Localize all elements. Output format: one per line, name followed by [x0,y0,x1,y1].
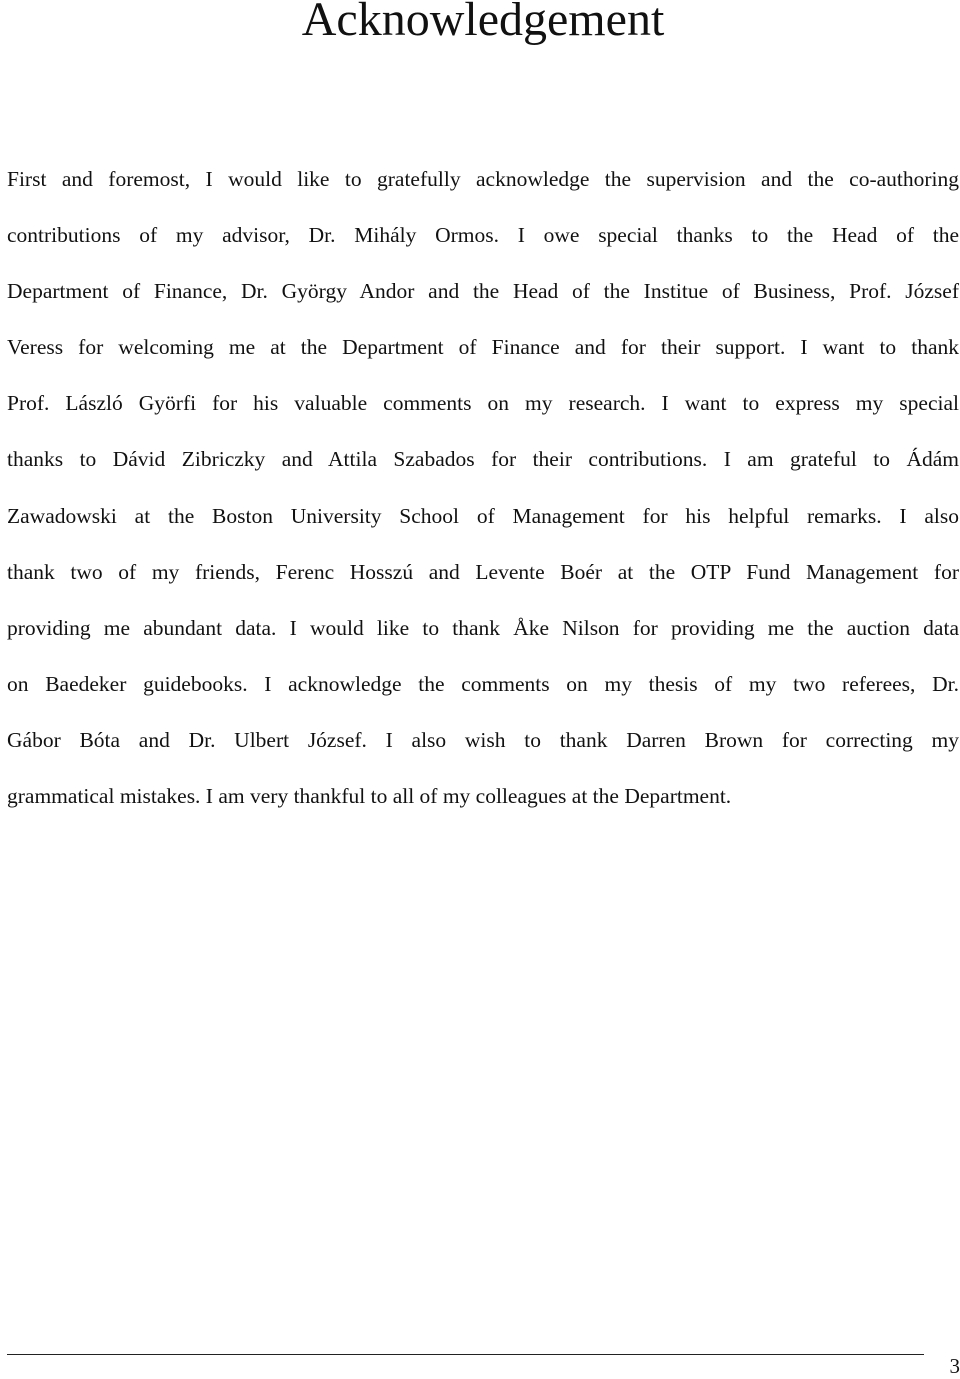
page-title: Acknowledgement [0,0,960,52]
paragraph-line: contributions of my advisor, Dr. Mihály Ormos. I owe special thanks to the Head of the [7,221,959,249]
paragraph-line: on Baedeker guidebooks. I acknowledge the comments on my thesis of my two referees, Dr. [7,670,959,698]
paragraph-line: thanks to Dávid Zibriczky and Attila Szabados for their contributions. I am grateful to Ádám [7,445,959,473]
paragraph-line: Department of Finance, Dr. György Andor and the Head of the Institue of Business, Prof. József [7,277,959,305]
paragraph-line: Gábor Bóta and Dr. Ulbert József. I also wish to thank Darren Brown for correcting my [7,726,959,754]
paragraph-line: Prof. László Györfi for his valuable comments on my research. I want to express my special [7,389,959,417]
paragraph-line: Zawadowski at the Boston University School of Management for his helpful remarks. I also [7,502,959,530]
footer-divider [7,1354,924,1355]
paragraph-line: First and foremost, I would like to gratefully acknowledge the supervision and the co-authoring [7,165,959,193]
paragraph-line: thank two of my friends, Ferenc Hosszú and Levente Boér at the OTP Fund Management for [7,558,959,586]
paragraph-last-line: grammatical mistakes. I am very thankful to all of my colleagues at the Department. [7,782,959,810]
paragraph-line: Veress for welcoming me at the Department of Finance and for their support. I want to thank [7,333,959,361]
page-number: 3 [950,1353,960,1379]
paragraph-line: providing me abundant data. I would like to thank Åke Nilson for providing me the auction data [7,614,959,642]
